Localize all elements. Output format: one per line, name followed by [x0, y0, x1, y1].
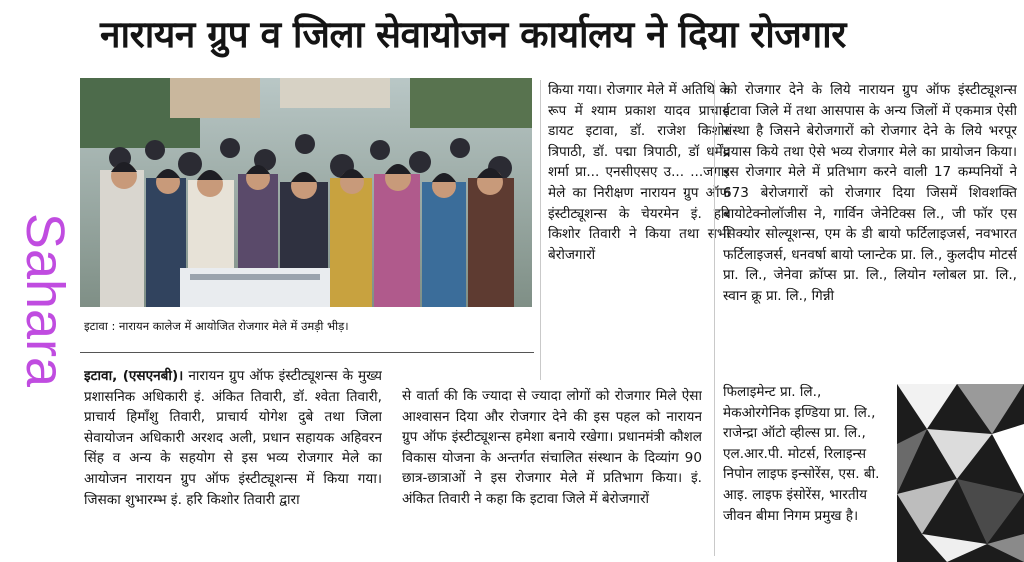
article-column-1	[84, 366, 382, 558]
masthead-logo: Sahara	[15, 212, 75, 388]
dateline: इटावा, (एसएनबी)।	[84, 368, 184, 384]
article-text-1: नारायन ग्रुप ऑफ इंस्टीट्यूशन्स के मुख्य प्रशासनिक अधिकारी इं. अंकित तिवारी, डॉ. श्वेता तिवारी, प्राचार्य हिमाँशु तिवारी, प्राचार्य योगेश दुबे तथा जिला सेवायोजन अधिकारी अरशद अली, प्रधान सहायक अहिवरन सिंह व अन्य के सहयोग से इस भव्य रोजगार मेले का आयोजन नारायन ग्रुप ऑफ इंस्टीट्यूशन्स में किया गया। जिसका शुभारम्भ इं. हरि किशोर तिवारी द्वारा	[84, 368, 382, 508]
photo-caption: इटावा : नारायन कालेज में आयोजित रोजगार मेले में उमड़ी भीड़।	[84, 319, 349, 333]
caption-divider	[80, 352, 534, 353]
article-text-4: को रोजगार देने के लिये नारायन ग्रुप ऑफ इंस्टीट्यूशन्स इटावा जिले में तथा आसपास के अन्य जिलों में एकमात्र ऐसी संस्था है जिसने बेरोजगारों को रोजगार देने के लिये भरपूर प्रयास किये तथा ऐसे भव्य रोजगार मेले का प्रायोजन किया। इस रोजगार मेले में प्रतिभाग करने वाली 17 कम्पनियों ने 673 बेरोजगारों को रोजगार दिया जिसमें शिवशक्ति बायोटेक्नोलॉजीस ने, गार्विन जेनेटिक्स लि., जी फॉर एस सिक्योर सोल्यूशन्स, एम के डी बायो फर्टिलाइजर्स, नवभारत फर्टिलाइजर्स, धनवर्षा बायो प्लान्टेक प्रा. लि., कुलदीप मोटर्स प्रा. लि., जेनेवा क्रॉप्स प्रा. लि., लियोन ग्लोबल प्रा. लि., स्वान क्रू प्रा. लि., गिन्नी	[723, 82, 1017, 304]
advertisement-graphic	[897, 384, 1024, 562]
article-column-2	[548, 80, 730, 382]
column-divider	[540, 80, 541, 380]
article-text-3: से वार्ता की कि ज्यादा से ज्यादा लोगों को रोजगार मिले ऐसा आश्वासन दिया और रोजगार देने की इस पहल को नारायन ग्रुप ऑफ इंस्टीट्यूशन्स हमेशा बनाये रखेगा। प्रधानमंत्री कौशल विकास योजना के अन्तर्गत संचालित संस्थान के दिव्यांग 90 छात्र-छात्राओं ने इस रोजगार मेले में प्रतिभाग किया। इं. अंकित तिवारी ने कहा कि इटावा जिले में बेरोजगारों	[402, 388, 702, 507]
crowd-photo	[80, 78, 532, 307]
article-column-5	[723, 382, 883, 556]
article-text-2: किया गया। रोजगार मेले में अतिथि के रूप में श्याम प्रकाश यादव प्राचार्य डायट इटावा, डॉ. राजेश किशोर त्रिपाठी, डॉ. पद्मा त्रिपाठी, डॉ धर्मेंद्र शर्मा प्रा... एनसीएसए उ... ...जगार मेले का निरीक्षण नारायन ग्रुप ऑफ इंस्टीट्यूशन्स के चेयरमेन इं. हरि किशोर तिवारी ने किया तथा सभी बेरोजगारों	[548, 82, 730, 263]
article-column-4	[723, 80, 1017, 381]
column-divider	[714, 80, 715, 556]
article-text-5: फिलाइमेन्ट प्रा. लि., मेकओरगेनिक इण्डिया प्रा. लि., राजेन्द्रा ऑटो व्हील्स प्रा. लि., एल.आर.पी. मोटर्स, रिलाइन्स निपोन लाइफ इन्सोरेंस, एस. बी. आइ. लाइफ इंसोरेंस, भारतीय जीवन बीमा निगम प्रमुख है।	[723, 384, 880, 524]
article-column-3	[402, 386, 702, 556]
headline: नारायन ग्रुप व जिला सेवायोजन कार्यालय ने दिया रोजगार	[100, 13, 846, 56]
